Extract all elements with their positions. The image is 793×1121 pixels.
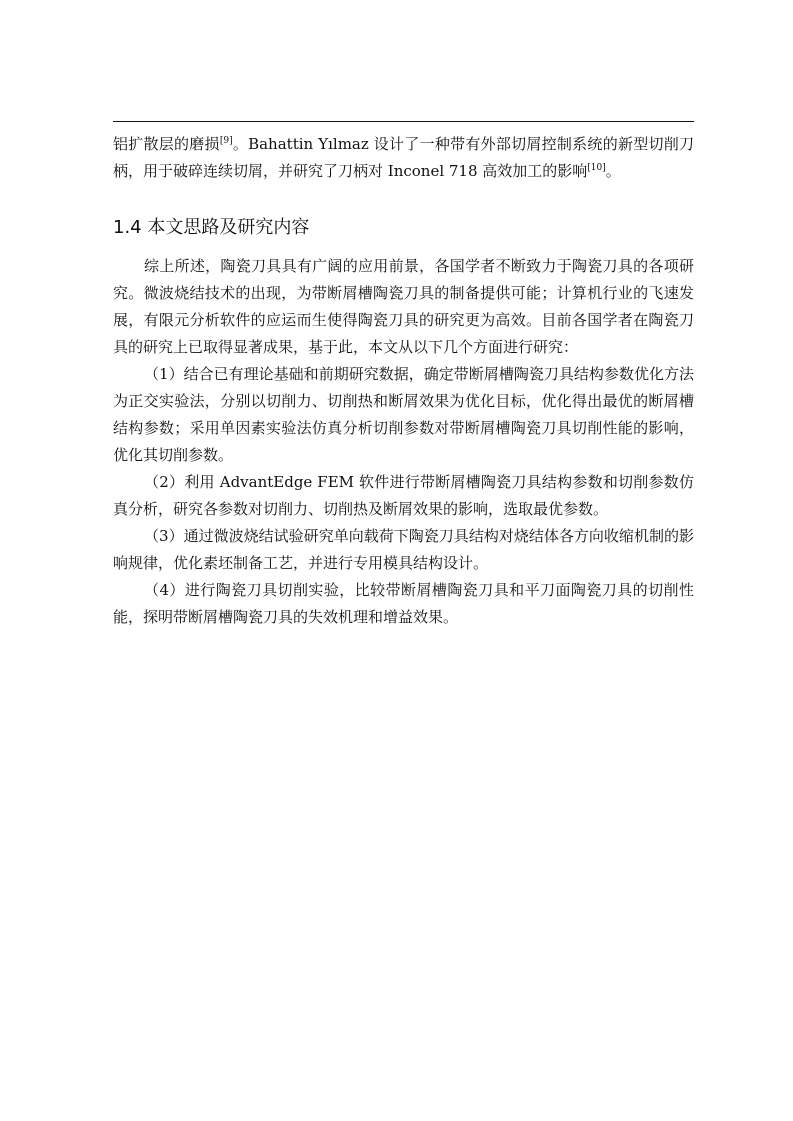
- citation-9: [9]: [219, 136, 233, 146]
- section-heading: 1.4 本文思路及研究内容: [113, 217, 310, 238]
- header-rule: [113, 121, 694, 122]
- intro-text-1: 铝扩散层的磨损: [113, 135, 220, 153]
- intro-text-3: 。: [605, 162, 621, 180]
- research-item-3: （3）通过微波烧结试验研究单向载荷下陶瓷刀具结构对烧结体各方向收缩机制的影响规律，优化素坯制备工艺，并进行专用模具结构设计。: [113, 527, 694, 572]
- citation-10: [10]: [587, 163, 606, 173]
- page-body: [113, 131, 694, 631]
- intro-paragraph: [113, 131, 694, 185]
- research-item-2: （2）利用 AdvantEdge FEM 软件进行带断屑槽陶瓷刀具结构参数和切削参数仿真分析，研究各参数对切削力、切削热及断屑效果的影响，选取最优参数。: [113, 473, 694, 518]
- intro-text-2: 。Bahattin Yılmaz 设计了一种带有外部切屑控制系统的新型切削刀柄，用于破碎连续切屑，并研究了刀柄对 Inconel 718 高效加工的影响: [113, 135, 694, 180]
- research-item-4: （4）进行陶瓷刀具切削实验，比较带断屑槽陶瓷刀具和平刀面陶瓷刀具的切削性能，探明带断屑槽陶瓷刀具的失效机理和增益效果。: [113, 581, 694, 626]
- summary-paragraph: 综上所述，陶瓷刀具具有广阔的应用前景，各国学者不断致力于陶瓷刀具的各项研究。微波烧结技术的出现，为带断屑槽陶瓷刀具的制备提供可能；计算机行业的飞速发展，有限元分析软件的应运而生使得陶瓷刀具的研究更为高效。目前各国学者在陶瓷刀具的研究上已取得显著成果，基于此，本文从以下几个方面进行研究：: [113, 257, 694, 356]
- research-item-1: （1）结合已有理论基础和前期研究数据，确定带断屑槽陶瓷刀具结构参数优化方法为正交实验法，分别以切削力、切削热和断屑效果为优化目标，优化得出最优的断屑槽结构参数；采用单因素实验法仿真分析切削参数对带断屑槽陶瓷刀具切削性能的影响，优化其切削参数。: [113, 365, 694, 464]
